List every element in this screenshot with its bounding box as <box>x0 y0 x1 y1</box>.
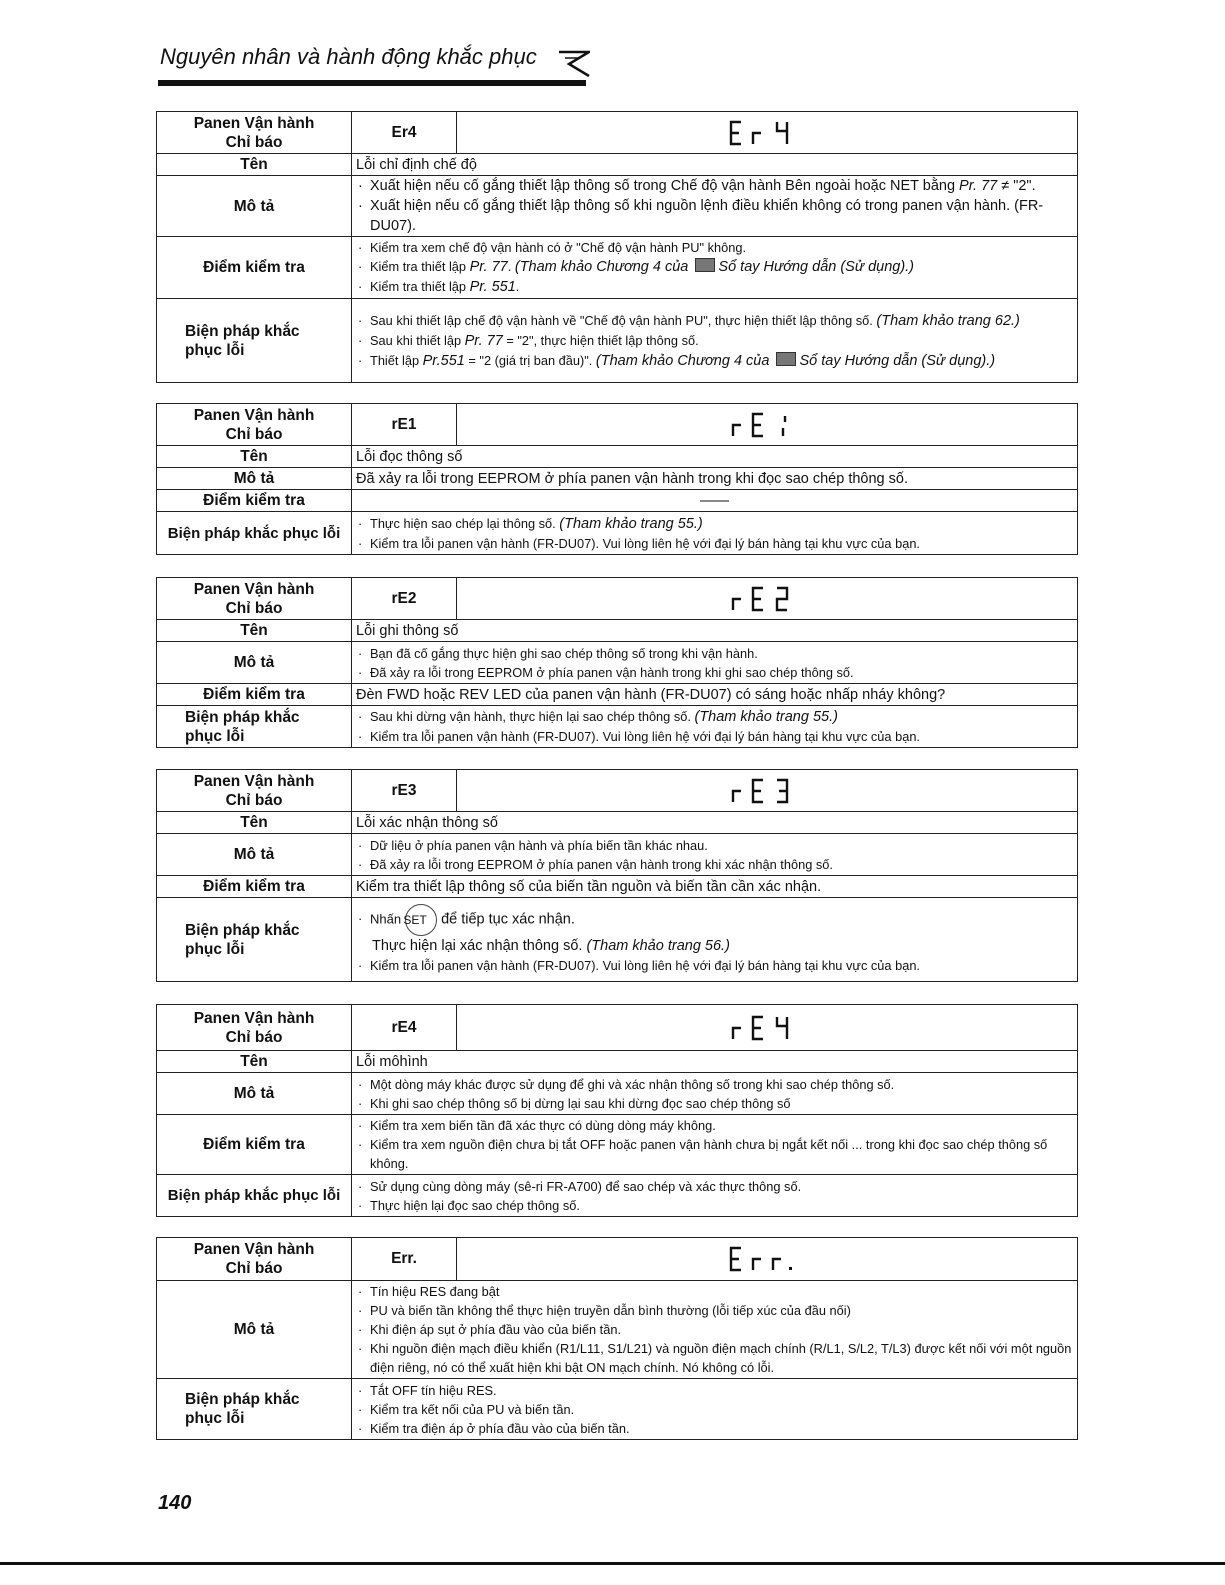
fault-description <box>352 1073 1078 1115</box>
list-item: · Kiểm tra xem biến tần đã xác thực có dùng dòng máy không. <box>356 1116 1073 1135</box>
list-item: · Một dòng máy khác được sử dụng để ghi và xác nhận thông số trong khi sao chép thông số. <box>356 1075 1073 1094</box>
page-header <box>160 44 537 70</box>
fault-name: Lỗi môhình <box>352 1051 1078 1073</box>
name-label: Tên <box>157 620 352 642</box>
check-points: Đèn FWD hoặc REV LED của panen vận hành (FR-DU07) có sáng hoặc nhấp nháy không? <box>352 684 1078 706</box>
list-item: · Tắt OFF tín hiệu RES. <box>356 1381 1073 1400</box>
description-label: Mô tả <box>157 834 352 876</box>
name-label: Tên <box>157 446 352 468</box>
remedy-steps <box>352 512 1078 555</box>
remedy-steps <box>352 706 1078 748</box>
check-point-label: Điểm kiểm tra <box>157 876 352 898</box>
panel-indicator-label: Panen Vận hành Chỉ báo <box>157 770 352 812</box>
segment-display <box>457 1005 1078 1051</box>
list-item: · Sau khi dừng vận hành, thực hiện lại sao chép thông số. (Tham khảo trang 55.) <box>356 707 1073 727</box>
table-re4 <box>156 1004 1078 1217</box>
fault-description <box>352 642 1078 684</box>
check-points: Kiểm tra thiết lập thông số của biến tần nguồn và biến tần cần xác nhận. <box>352 876 1078 898</box>
check-points: —— <box>352 490 1078 512</box>
list-item: · Sau khi thiết lập Pr. 77 = "2", thực hiện thiết lập thông số. <box>356 331 1073 351</box>
check-point-label: Điểm kiểm tra <box>157 490 352 512</box>
fault-name: Lỗi ghi thông số <box>352 620 1078 642</box>
remedy-label: Biện pháp khắc phục lỗi <box>157 512 352 555</box>
list-item: · Kiểm tra lỗi panen vận hành (FR-DU07). Vui lòng liên hệ với đại lý bán hàng tại khu vực của bạn. <box>356 727 1073 746</box>
fault-code: rE1 <box>352 404 457 446</box>
list-item: · Dữ liệu ở phía panen vận hành và phía biến tần khác nhau. <box>356 836 1073 855</box>
check-points <box>352 1115 1078 1175</box>
fault-code: rE4 <box>352 1005 457 1051</box>
fault-description <box>352 1281 1078 1379</box>
check-points <box>352 237 1078 299</box>
chapter-mark-icon <box>558 50 590 78</box>
list-item: · Kiểm tra xem nguồn điện chưa bị tắt OFF hoặc panen vận hành chưa bị ngắt kết nối ... trong khi đọc sao chép thông số không. <box>356 1135 1073 1173</box>
segment-display <box>457 404 1078 446</box>
table-re3 <box>156 769 1078 982</box>
panel-indicator-label: Panen Vận hành Chỉ báo <box>157 578 352 620</box>
description-label: Mô tả <box>157 176 352 237</box>
list-item: · PU và biến tần không thể thực hiện truyền dẫn bình thường (lỗi tiếp xúc của đầu nối) <box>356 1301 1073 1320</box>
remedy-steps <box>352 1175 1078 1217</box>
remedy-steps <box>352 898 1078 982</box>
table-re2 <box>156 577 1078 748</box>
list-item: · Thực hiện lại đọc sao chép thông số. <box>356 1196 1073 1215</box>
remedy-label: Biện pháp khắc phục lỗi <box>157 706 352 748</box>
list-item: · Xuất hiện nếu cố gắng thiết lập thông số khi nguồn lệnh điều khiển không có trong panen vận hành. (FR-DU07). <box>356 196 1073 236</box>
fault-description <box>352 176 1078 237</box>
table-re1 <box>156 403 1078 555</box>
list-item: · Thực hiện sao chép lại thông số. (Tham khảo trang 55.) <box>356 514 1073 534</box>
fault-code: Er4 <box>352 112 457 154</box>
remedy-steps <box>352 299 1078 383</box>
panel-indicator-label: Panen Vận hành Chỉ báo <box>157 1238 352 1281</box>
list-item: · Khi điện áp sụt ở phía đầu vào của biến tần. <box>356 1320 1073 1339</box>
table-er4 <box>156 111 1078 383</box>
panel-indicator-label: Panen Vận hành Chỉ báo <box>157 112 352 154</box>
list-item: · Kiểm tra xem chế độ vận hành có ở "Chế độ vận hành PU" không. <box>356 238 1073 257</box>
list-item: · Kiểm tra thiết lập Pr. 551. <box>356 277 1073 297</box>
description-label: Mô tả <box>157 468 352 490</box>
check-point-label: Điểm kiểm tra <box>157 237 352 299</box>
footer-rule <box>0 1562 1225 1565</box>
header-rule <box>158 80 586 86</box>
list-item: · Kiểm tra lỗi panen vận hành (FR-DU07). Vui lòng liên hệ với đại lý bán hàng tại khu vực của bạn. <box>356 534 1073 553</box>
list-item: · Bạn đã cố gắng thực hiện ghi sao chép thông số trong khi vận hành. <box>356 644 1073 663</box>
list-item: · Đã xảy ra lỗi trong EEPROM ở phía panen vận hành trong khi xác nhận thông số. <box>356 855 1073 874</box>
remedy-label: Biện pháp khắc phục lỗi <box>157 898 352 982</box>
list-item: · Khi nguồn điện mạch điều khiển (R1/L11, S1/L21) và nguồn điện mạch chính (R/L1, S/L2, T/L3) được kết nối với một nguồn điện riêng, nó có thể xuất hiện khi bật ON mạch chính. Nó không có lỗi. <box>356 1339 1073 1377</box>
remedy-label: Biện pháp khắc phục lỗi <box>157 1379 352 1440</box>
name-label: Tên <box>157 1051 352 1073</box>
fault-name: Lỗi đọc thông số <box>352 446 1078 468</box>
list-item: · Kiểm tra lỗi panen vận hành (FR-DU07). Vui lòng liên hệ với đại lý bán hàng tại khu vực của bạn. <box>356 956 1073 976</box>
segment-display <box>457 578 1078 620</box>
list-item: · Khi ghi sao chép thông số bị dừng lại sau khi dừng đọc sao chép thông số <box>356 1094 1073 1113</box>
description-label: Mô tả <box>157 1073 352 1115</box>
manual-book-icon <box>776 352 796 366</box>
fault-name: Lỗi chỉ định chế độ <box>352 154 1078 176</box>
list-item: · Đã xảy ra lỗi trong EEPROM ở phía panen vận hành trong khi ghi sao chép thông số. <box>356 663 1073 682</box>
page-number: 140 <box>158 1492 192 1514</box>
table-err <box>156 1237 1078 1440</box>
remedy-label: Biện pháp khắc phục lỗi <box>157 1175 352 1217</box>
segment-display <box>457 112 1078 154</box>
list-item: Thực hiện lại xác nhận thông số. (Tham khảo trang 56.) <box>372 937 730 954</box>
list-item: · Tín hiệu RES đang bật <box>356 1282 1073 1301</box>
set-key-icon: SET <box>405 904 437 936</box>
check-point-label: Điểm kiểm tra <box>157 1115 352 1175</box>
check-point-label: Điểm kiểm tra <box>157 684 352 706</box>
name-label: Tên <box>157 812 352 834</box>
page-title: Nguyên nhân và hành động khắc phục <box>160 44 537 69</box>
description-label: Mô tả <box>157 1281 352 1379</box>
segment-display <box>457 770 1078 812</box>
manual-book-icon <box>695 258 715 272</box>
description-label: Mô tả <box>157 642 352 684</box>
segment-display <box>457 1238 1078 1281</box>
fault-description <box>352 834 1078 876</box>
fault-name: Lỗi xác nhận thông số <box>352 812 1078 834</box>
list-item: · Kiểm tra thiết lập Pr. 77. (Tham khảo Chương 4 của Sổ tay Hướng dẫn (Sử dụng).) <box>356 257 1073 277</box>
list-item: · Xuất hiện nếu cố gắng thiết lập thông số trong Chế độ vận hành Bên ngoài hoặc NET bằng Pr. 77 ≠ "2". <box>356 176 1073 196</box>
list-item: · Nhấn SET để tiếp tục xác nhận. <box>356 904 1073 936</box>
fault-code: rE2 <box>352 578 457 620</box>
name-label: Tên <box>157 154 352 176</box>
fault-code: rE3 <box>352 770 457 812</box>
fault-code: Err. <box>352 1238 457 1281</box>
list-item: · Sau khi thiết lập chế độ vận hành về "Chế độ vận hành PU", thực hiện thiết lập thông số. (Tham khảo trang 62.) <box>356 311 1073 331</box>
panel-indicator-label: Panen Vận hành Chỉ báo <box>157 404 352 446</box>
remedy-steps <box>352 1379 1078 1440</box>
fault-description: Đã xảy ra lỗi trong EEPROM ở phía panen vận hành trong khi đọc sao chép thông số. <box>352 468 1078 490</box>
remedy-label: Biện pháp khắc phục lỗi <box>157 299 352 383</box>
list-item: · Thiết lập Pr.551 = "2 (giá trị ban đầu)". (Tham khảo Chương 4 của Sổ tay Hướng dẫn (Sử dụng).) <box>356 351 1073 371</box>
list-item: · Sử dụng cùng dòng máy (sê-ri FR-A700) để sao chép và xác thực thông số. <box>356 1177 1073 1196</box>
list-item: · Kiểm tra kết nối của PU và biến tần. <box>356 1400 1073 1419</box>
panel-indicator-label: Panen Vận hành Chỉ báo <box>157 1005 352 1051</box>
list-item: · Kiểm tra điện áp ở phía đầu vào của biến tần. <box>356 1419 1073 1438</box>
